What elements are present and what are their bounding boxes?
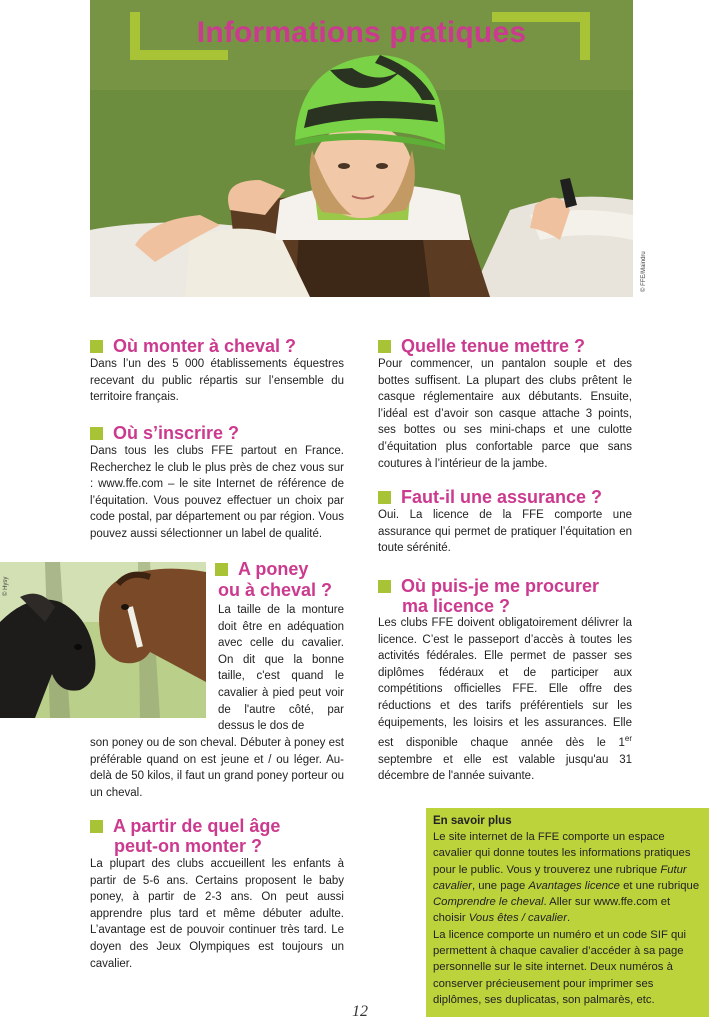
heading-age: A partir de quel âge (90, 816, 280, 836)
horse-illustration (0, 562, 206, 718)
horse-credit: © Hysy (3, 576, 9, 596)
text-assurance: Oui. La licence de la FFE comporte une assurance qui permet de pratiquer l’équitation en toute sérénité. (378, 509, 632, 555)
bullet-square (378, 580, 391, 593)
heading-tenue: Quelle tenue mettre ? (378, 336, 585, 356)
bullet-square (90, 820, 103, 833)
horse-photo (0, 562, 206, 718)
text-tenue: Pour commencer, un pantalon souple et des bottes suffisent. La plupart des clubs prêtent le casque réglementaire aux débutants. Ensuite, l’idéal est d’avoir son casque attache 3 points, ses bottes ou ses mini-chaps et une culotte d’équitation plus confortable parce que sans coutures à l’intérieur de la jambe. (378, 358, 632, 470)
text-monter: Dans l’un des 5 000 établissements équestres recevant du public répartis sur l’ensemble du territoire français. (90, 358, 344, 404)
bullet-square (378, 491, 391, 504)
text-poney-narrow: La taille de la monture doit être en adéquation avec celle du cavalier. On dit que la bonne taille, c'est quand le cavalier à pied peut voir de l'autre côté, par dessus le dos de (218, 604, 344, 733)
text-age: La plupart des clubs accueillent les enfants à partir de 5-6 ans. Certains proposent le baby poney, à partir de 2-3 ans. On peut aussi apprendre plus tard et même débuter adulte. L’avantage est de pouvoir continuer très tard. Le doyen des Jeux Olympiques est toujours un cavalier. (90, 858, 344, 970)
text-licence: Les clubs FFE doivent obligatoirement délivrer la licence. C’est le passeport d’accès à toutes les activités fédérales. Elle permet de passer ses diplômes fédéraux et de participer aux compétitions officielles FFE. Elle offre des réductions et des tarifs préférentiels sur les équipements, les loisirs et les assurances. Elle est disponible chaque année dès le 1er septembre et elle est valable jusqu'au 31 décembre de l'année suivante. (378, 617, 632, 783)
heading-age-line2: peut-on monter ? (114, 836, 262, 856)
info-box-paragraph-2: La licence comporte un numéro et un code SIF qui permettent à chaque cavalier d’accéder à sa page personnelle sur le site internet. Deux numéros à conserver précieusement pour imprimer ses diplômes, ses duplicatas, son palmarès, etc. (433, 928, 687, 1006)
bullet-square (90, 340, 103, 353)
hero-credit: © FFE/Maindru (641, 251, 647, 292)
bullet-square (378, 340, 391, 353)
page-title: Informations pratiques (196, 16, 527, 49)
heading-licence-line2: ma licence ? (402, 596, 511, 616)
info-box-paragraph-1: Le site internet de la FFE comporte un espace cavalier qui donne toutes les informations pratiques pour le public. Vous y trouverez une rubrique Futur cavalier, une page Avantages licence et une rubrique Comprendre le cheval. Aller sur www.ffe.com et choisir Vous êtes / cavalier. (433, 831, 700, 925)
info-box-title: En savoir plus (433, 815, 512, 827)
text-inscrire: Dans tous les clubs FFE partout en France. Recherchez le club le plus près de chez vous sur : www.ffe.com – le site Internet de référence de l’équitation. Vous pouvez effectuer un choix par code postal, par département ou par région. Vous pouvez aussi sélectionner un label de qualité. (90, 445, 344, 540)
bullet-square (215, 563, 228, 576)
heading-inscrire: Où s’inscrire ? (90, 423, 239, 443)
heading-monter: Où monter à cheval ? (90, 336, 296, 356)
heading-assurance: Faut-il une assurance ? (378, 487, 602, 507)
hero-photo (90, 0, 633, 297)
heading-poney: A poney (215, 559, 308, 579)
page-number: 12 (352, 1003, 368, 1020)
bracket-left-base (130, 50, 228, 60)
heading-poney-line2: ou à cheval ? (218, 580, 333, 600)
heading-licence: Où puis-je me procurer (378, 576, 599, 596)
text-poney-full: son poney ou de son cheval. Débuter à poney est préférable quand on est jeune et / ou léger. Au-delà de 50 kilos, il faut un grand poney porteur ou un cheval. (90, 737, 344, 799)
bullet-square (90, 427, 103, 440)
info-box (426, 808, 709, 1017)
